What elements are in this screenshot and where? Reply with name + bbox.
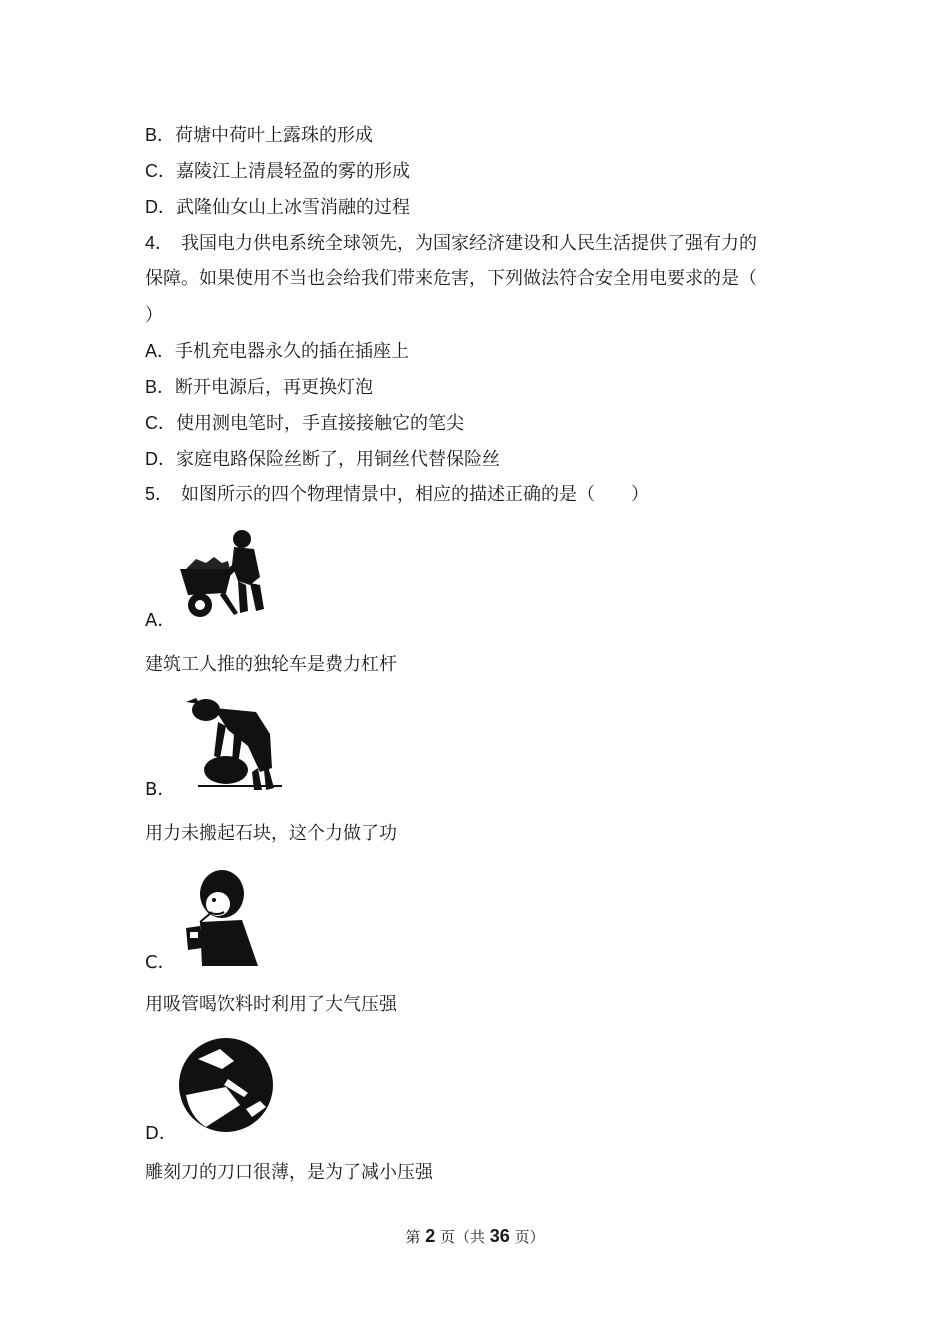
- question-number: 4．: [145, 233, 174, 253]
- question-number: 5．: [145, 484, 174, 504]
- q4-option-a: [145, 339, 409, 364]
- q4-stem-line-2: 保障。如果使用不当也会给我们带来危害，下列做法符合安全用电要求的是（: [145, 268, 757, 289]
- q4-option-b: [145, 375, 373, 400]
- q4-option-d: [145, 447, 500, 472]
- q5-option-c-caption: 用吸管喝饮料时利用了大气压强: [145, 994, 397, 1015]
- option-text: 嘉陵江上清晨轻盈的雾的形成: [176, 161, 410, 182]
- q5-option-d-letter: D．: [145, 1123, 177, 1144]
- option-letter: D．: [145, 449, 176, 469]
- question-stem: 如图所示的四个物理情景中，相应的描述正确的是（ ）: [181, 484, 650, 505]
- q5-option-d-caption: 雕刻刀的刀口很薄，是为了减小压强: [145, 1162, 433, 1183]
- option-letter: D．: [145, 197, 176, 217]
- footer-prefix: 第: [405, 1228, 421, 1246]
- page-footer: [0, 1226, 950, 1247]
- q5-option-c-letter: C．: [145, 952, 176, 973]
- footer-suffix: 页）: [514, 1228, 545, 1246]
- option-letter: B．: [145, 125, 176, 145]
- q3-option-d: [145, 195, 410, 220]
- option-text: 荷塘中荷叶上露珠的形成: [175, 125, 374, 146]
- q3-option-c: [145, 159, 410, 184]
- option-text: 断开电源后，再更换灯泡: [175, 377, 374, 398]
- option-text: 使用测电笔时，手直接接触它的笔尖: [176, 413, 464, 434]
- option-letter: C．: [145, 161, 176, 181]
- q5-option-a-letter: A．: [145, 610, 176, 631]
- q3-option-b: [145, 123, 373, 148]
- total-pages-number: 36: [489, 1226, 510, 1246]
- option-text: 手机充电器永久的插在插座上: [175, 341, 410, 362]
- person-lifting-stone-icon: [178, 694, 282, 792]
- option-text: 家庭电路保险丝断了，用铜丝代替保险丝: [176, 449, 500, 470]
- q4-stem-line-1: [145, 231, 757, 256]
- option-letter: B．: [145, 377, 176, 397]
- q5-option-b-caption: 用力未搬起石块，这个力做了功: [145, 823, 397, 844]
- wheelbarrow-worker-icon: [176, 525, 282, 620]
- carving-knife-icon: [176, 1035, 278, 1137]
- q5-stem: [145, 482, 649, 507]
- q5-option-b-letter: B．: [145, 779, 176, 800]
- q4-stem-line-3: ）: [145, 305, 163, 326]
- q5-option-a-caption: 建筑工人推的独轮车是费力杠杆: [145, 654, 397, 675]
- current-page-number: 2: [425, 1226, 436, 1246]
- option-letter: A．: [145, 341, 176, 361]
- question-stem: 我国电力供电系统全球领先，为国家经济建设和人民生活提供了强有力的: [181, 233, 758, 254]
- child-drinking-straw-icon: [178, 866, 262, 966]
- option-letter: C．: [145, 413, 176, 433]
- q4-option-c: [145, 411, 464, 436]
- footer-mid: 页（共: [439, 1228, 485, 1246]
- option-text: 武隆仙女山上冰雪消融的过程: [176, 197, 410, 218]
